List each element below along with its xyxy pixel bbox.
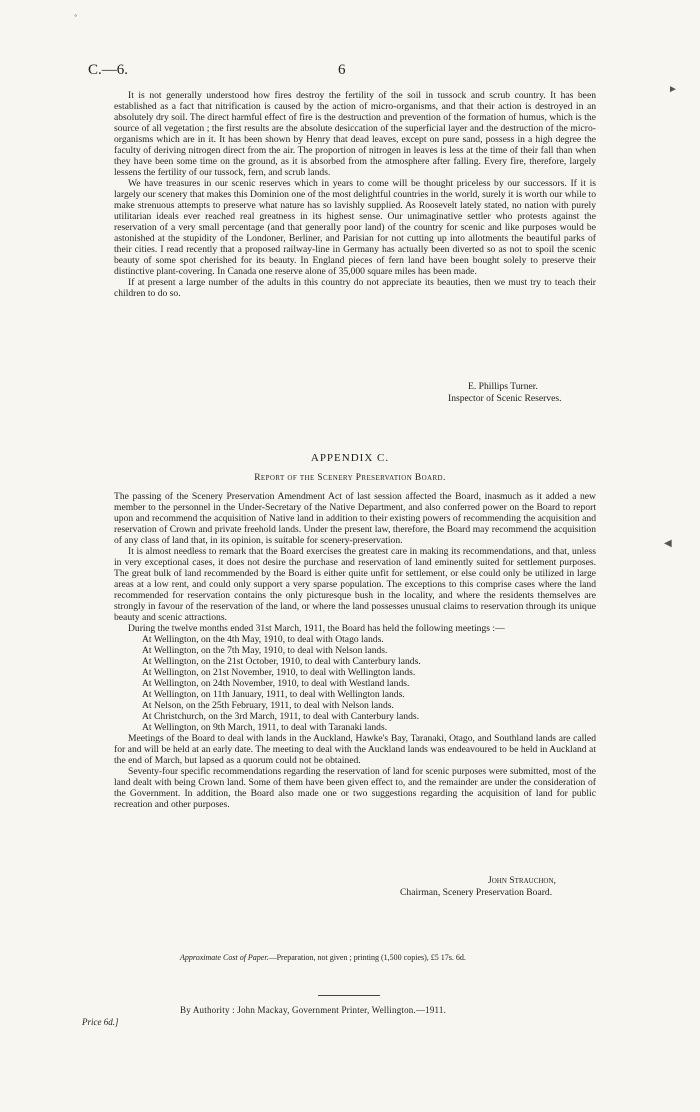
- report-signature-name: E. Phillips Turner.: [468, 381, 538, 392]
- document-reference: C.—6.: [88, 62, 129, 78]
- appendix-heading: APPENDIX C.: [310, 452, 390, 464]
- report-paragraph: It is not generally understood how fires destroy the fertility of the soil in tussock and scrub country. It has been established as a fact that nitrification is caused by the action of micro-organisms, and that their action is destroyed in an absolutely dry soil. The direct harmful effect of fire is the destruction and prevention of the formation of humus, which is the source of all vegetation ; the first results are the absolute desiccation of the superficial layer and the destruction of the micro-organisms which are in it. It has been shown by Henry that dead leaves, except on pure sand, possess in a high degree the faculty of deriving nitrogen direct from the air. The proportion of nitrogen in leaves is less at the time of their fall than when they have been some time on the ground, as it is absorbed from the atmosphere after falling. Every fire, therefore, largely lessens the fertility of our tussock, fern, and scrub lands.: [114, 90, 596, 178]
- appendix-body: [114, 491, 596, 810]
- footer-rule: [318, 995, 380, 996]
- meeting-item: At Christchurch, on the 3rd March, 1911, to deal with Canterbury lands.: [142, 711, 420, 722]
- cost-of-paper-note: [180, 953, 466, 962]
- meeting-item: At Nelson, on the 25th February, 1911, to deal with Nelson lands.: [142, 700, 394, 711]
- margin-mark-arrow: ►: [668, 84, 678, 95]
- appendix-paragraph: Meetings of the Board to deal with lands in the Auckland, Hawke's Bay, Taranaki, Otago, and Southland lands are called for and will be held at an early date. The meeting to deal with the Auckland lands was endeavoured to be held in Auckland at the end of March, but lapsed as a quorum could not be obtained.: [114, 733, 596, 766]
- cost-label: Approximate Cost of Paper.: [180, 953, 269, 962]
- meeting-item: At Wellington, on 21st November, 1910, to deal with Wellington lands.: [142, 667, 416, 678]
- cost-text: —Preparation, not given ; printing (1,500 copies), £5 17s. 6d.: [268, 953, 466, 962]
- meeting-item: At Wellington, on the 21st October, 1910, to deal with Canterbury lands.: [142, 656, 421, 667]
- appendix-paragraph: During the twelve months ended 31st March, 1911, the Board has held the following meetings :—: [128, 623, 505, 634]
- meeting-item: At Wellington, on the 7th May, 1910, to deal with Nelson lands.: [142, 645, 388, 656]
- appendix-paragraph: It is almost needless to remark that the Board exercises the greatest care in making its recommendations, and that, unless in very exceptional cases, it does not desire the purchase and reservation of land eminently suited for settlement purposes. The great bulk of land recommended by the Board is either quite unfit for settlement, or else could only be utilized in large areas at a low rent, and could only support a very sparse population. The exceptions to this comprise cases where the land recommended for reservation contains the only picturesque bush in the locality, and where the residents themselves are strongly in favour of the reservation of the land, or where the land possesses unusual claims to reservation through its unique beauty and scenic attractions.: [114, 546, 596, 623]
- appendix-signature-name: John Strauchon,: [488, 875, 556, 886]
- meeting-item: At Wellington, on 11th January, 1911, to deal with Wellington lands.: [142, 689, 405, 700]
- meeting-item: At Wellington, on 24th November, 1910, to deal with Westland lands.: [142, 678, 410, 689]
- report-paragraph: We have treasures in our scenic reserves which in years to come will be thought priceless by our successors. If it is largely our scenery that makes this Dominion one of the most delightful countries in the world, surely it is worth our while to make strenuous attempts to preserve what nature has so lavishly supplied. As Roosevelt lately stated, no nation with purely utilitarian ideals ever reached real greatness in its highest sense. Our unimaginative settler who protests against the reservation of a very small percentage (and that generally poor land) of the country for scenic and like purposes would be astonished at the stupidity of the Londoner, Berliner, and Parisian for not cutting up into allotments the beautiful parks of their cities. I read recently that a proposed railway-line in Germany has actually been diverted so as not to spoil the scenic beauty of some spot cherished for its beauty. In England pieces of fern land have been bought solely to preserve their distinctive plant-covering. In Canada one reserve alone of 35,000 square miles has been made.: [114, 178, 596, 277]
- printer-authority: By Authority : John Mackay, Government Printer, Wellington.—1911.: [180, 1005, 447, 1015]
- price-note: Price 6d.]: [82, 1017, 119, 1027]
- meeting-item: At Wellington, on 9th March, 1911, to deal with Taranaki lands.: [142, 722, 388, 733]
- page-number: 6: [338, 62, 346, 78]
- appendix-paragraph: Seventy-four specific recommendations regarding the reservation of land for scenic purposes were submitted, most of the land dealt with being Crown land. Some of them have been given effect to, and the remainder are under the consideration of the Government. In addition, the Board also made one or two suggestions regarding the acquisition of land for public recreation and other purposes.: [114, 766, 596, 810]
- appendix-signature-title: Chairman, Scenery Preservation Board.: [400, 887, 553, 898]
- margin-tick: ˚: [74, 14, 78, 25]
- meeting-item: At Wellington, on the 4th May, 1910, to deal with Otago lands.: [142, 634, 384, 645]
- report-signature-title: Inspector of Scenic Reserves.: [448, 393, 562, 404]
- appendix-paragraph: The passing of the Scenery Preservation Amendment Act of last session affected the Board, inasmuch as it added a new member to the personnel in the Under-Secretary of the Native Department, and also conferred power on the Board to report upon and recommend the acquisition of Native land in addition to their existing powers of recommending the acquisition and reservation of Crown and private freehold lands. Under the present law, therefore, the Board may recommend the acquisition of any class of land that, in its opinion, is suitable for scenery-preservation.: [114, 491, 596, 546]
- margin-mark-arrow: ◀: [664, 538, 672, 549]
- report-paragraph: If at present a large number of the adults in this country do not appreciate its beauties, then we must try to teach their children to do so.: [114, 277, 596, 299]
- report-body: [114, 90, 596, 299]
- appendix-subheading: Report of the Scenery Preservation Board.: [254, 473, 446, 483]
